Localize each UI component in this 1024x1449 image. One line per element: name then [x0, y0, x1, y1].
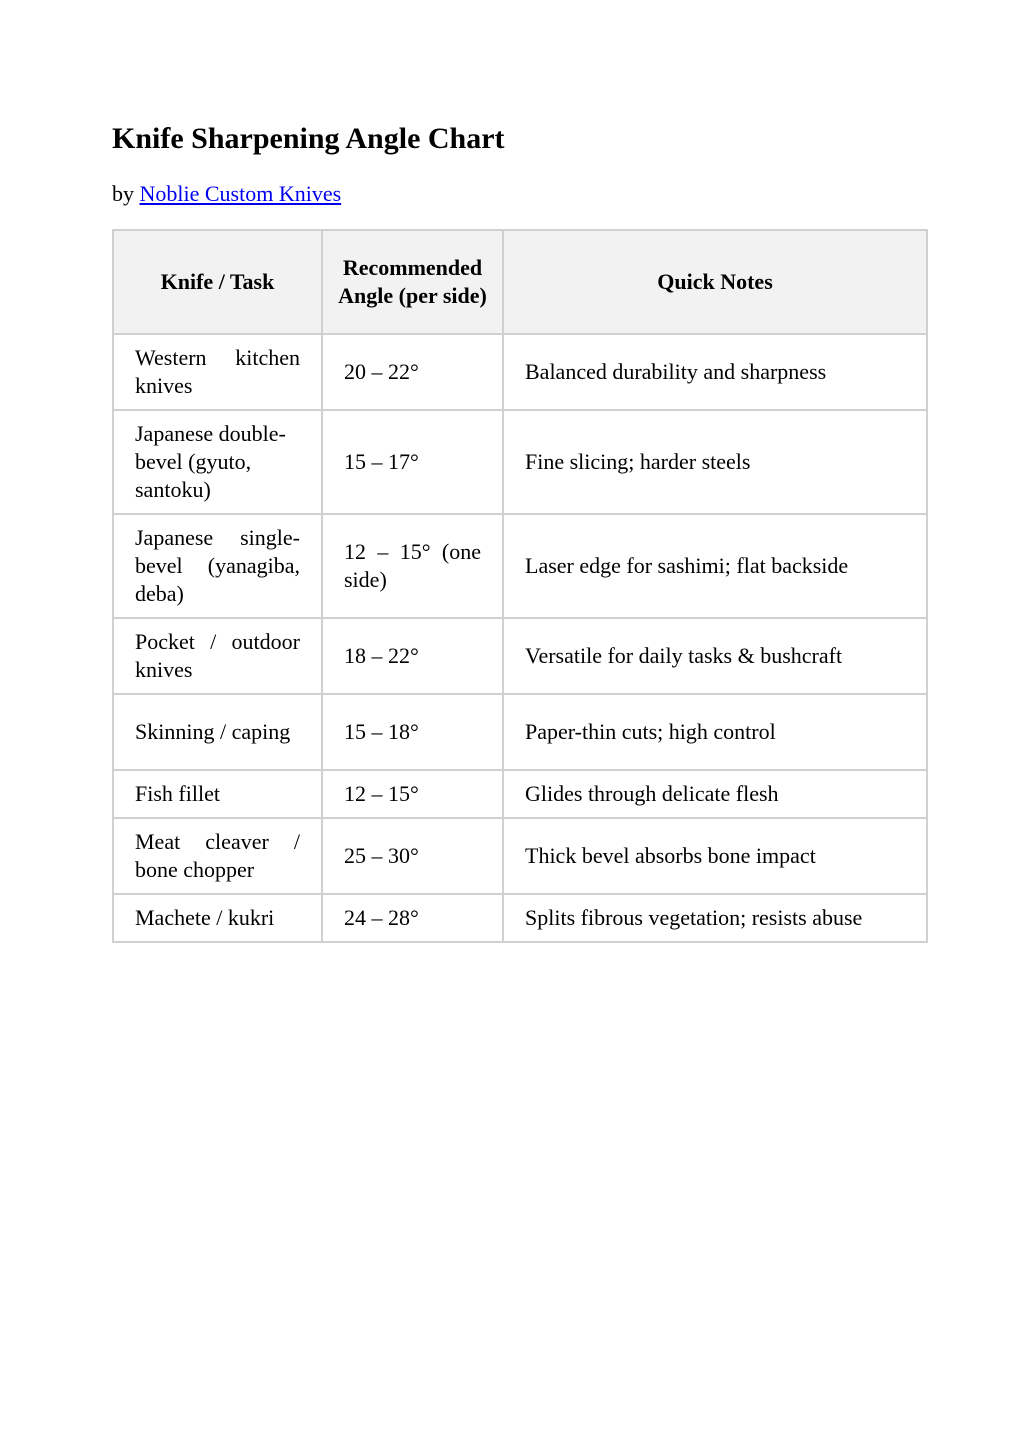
task-cell: Fish fillet	[113, 770, 322, 818]
header-knife-task: Knife / Task	[113, 230, 322, 334]
angle-cell: 18 – 22°	[322, 618, 503, 694]
table-row	[113, 894, 927, 942]
angle-cell: 15 – 17°	[322, 410, 503, 514]
author-link[interactable]: Noblie Custom Knives	[139, 181, 342, 206]
notes-cell: Paper-thin cuts; high control	[503, 694, 927, 770]
angle-chart-table	[112, 229, 928, 943]
byline-prefix: by	[112, 181, 134, 206]
angle-cell: 15 – 18°	[322, 694, 503, 770]
table-row	[113, 818, 927, 894]
task-cell: Machete / kukri	[113, 894, 322, 942]
task-cell: Pocket / outdoor knives	[113, 618, 322, 694]
byline	[112, 180, 341, 208]
header-quick-notes: Quick Notes	[503, 230, 927, 334]
angle-cell: 25 – 30°	[322, 818, 503, 894]
notes-cell: Laser edge for sashimi; flat backside	[503, 514, 927, 618]
table-row	[113, 618, 927, 694]
header-recommended-angle: Recommended Angle (per side)	[322, 230, 503, 334]
task-cell: Meat cleaver / bone chopper	[113, 818, 322, 894]
angle-cell: 24 – 28°	[322, 894, 503, 942]
notes-cell: Versatile for daily tasks & bushcraft	[503, 618, 927, 694]
angle-cell: 20 – 22°	[322, 334, 503, 410]
table-row	[113, 410, 927, 514]
notes-cell: Glides through delicate flesh	[503, 770, 927, 818]
notes-cell: Balanced durability and sharpness	[503, 334, 927, 410]
table-row	[113, 514, 927, 618]
angle-cell: 12 – 15°	[322, 770, 503, 818]
angle-cell: 12 – 15° (one side)	[322, 514, 503, 618]
task-cell: Western kitchen knives	[113, 334, 322, 410]
task-cell: Japanese single-bevel (yanagiba, deba)	[113, 514, 322, 618]
task-cell: Skinning / caping	[113, 694, 322, 770]
table-row	[113, 770, 927, 818]
task-cell: Japanese double-bevel (gyuto, santoku)	[113, 410, 322, 514]
page-title: Knife Sharpening Angle Chart	[112, 122, 505, 155]
table-row	[113, 334, 927, 410]
notes-cell: Thick bevel absorbs bone impact	[503, 818, 927, 894]
table-header-row	[113, 230, 927, 334]
notes-cell: Fine slicing; harder steels	[503, 410, 927, 514]
notes-cell: Splits fibrous vegetation; resists abuse	[503, 894, 927, 942]
table-row	[113, 694, 927, 770]
